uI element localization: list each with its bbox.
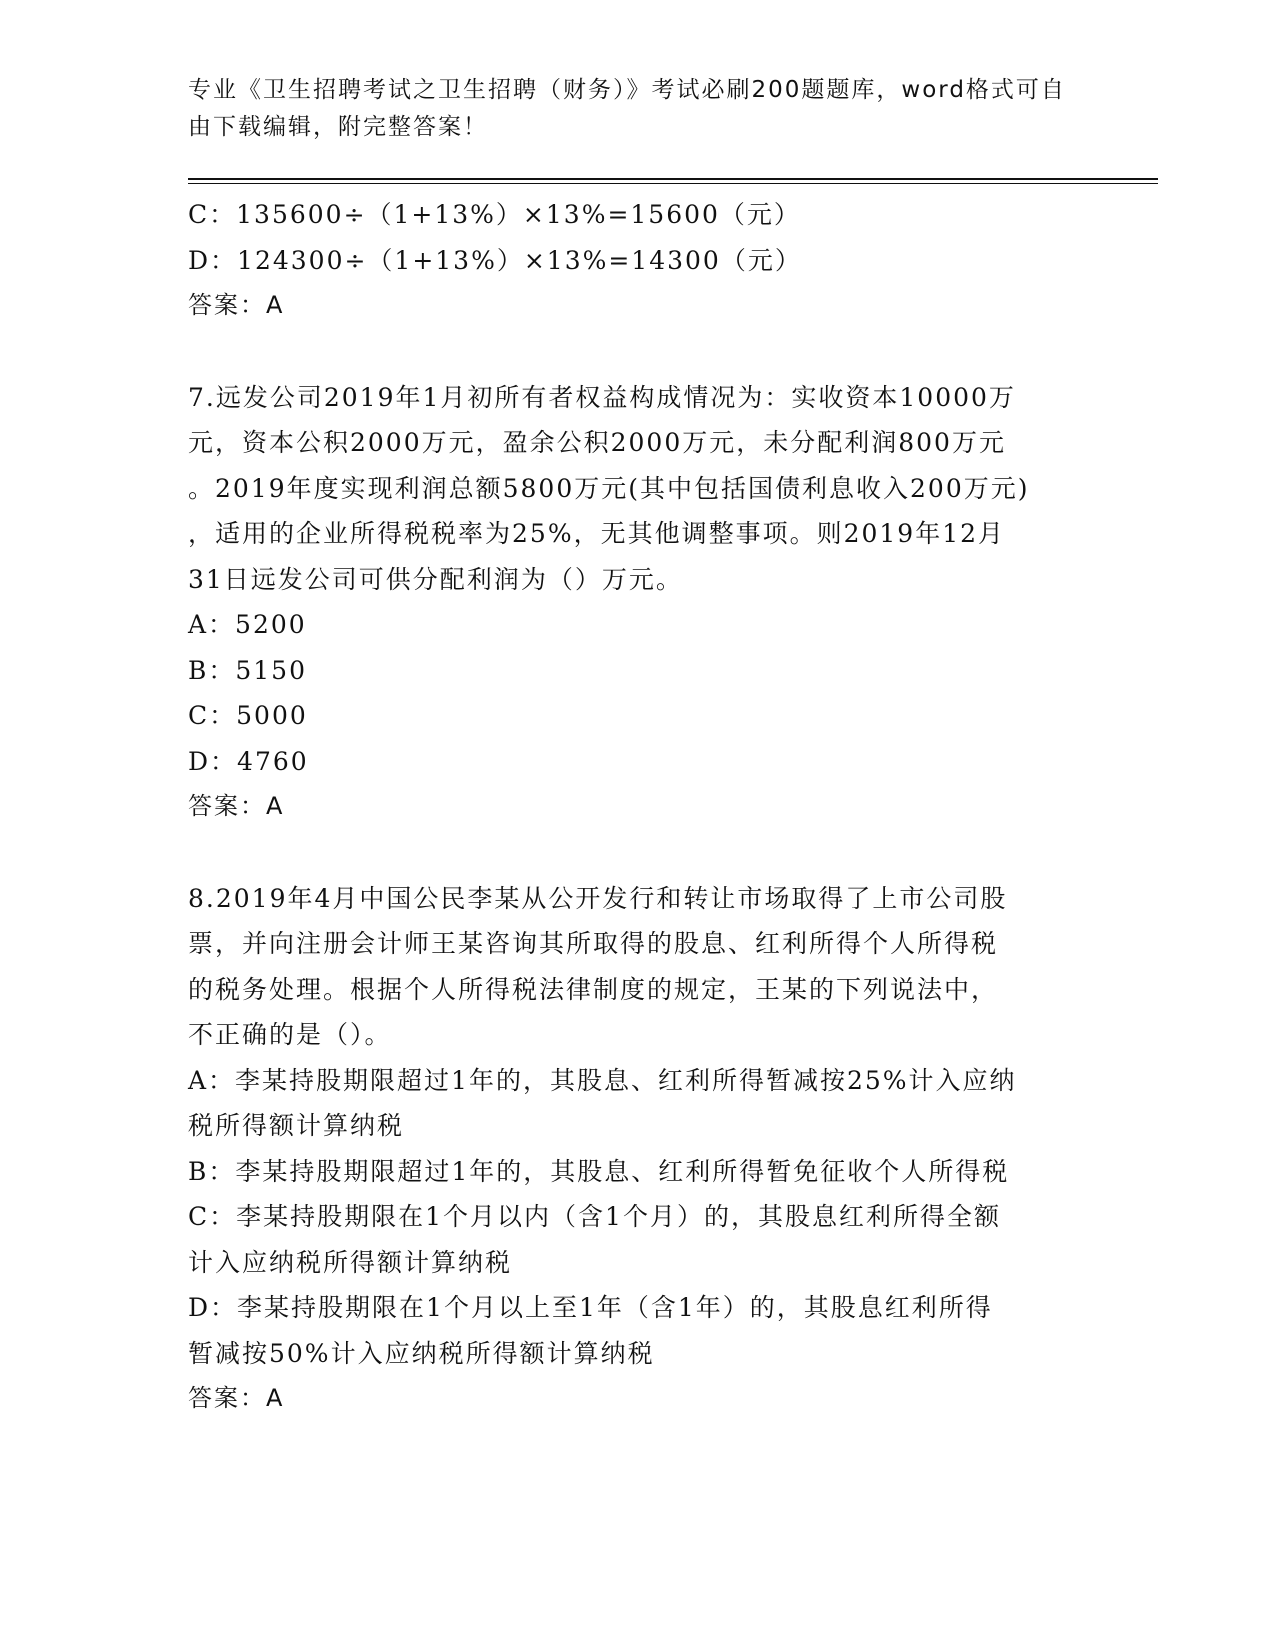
- prev-option-c: C：135600÷（1+13%）×13%=15600（元）: [188, 200, 801, 229]
- q8-option-a: A：李某持股期限超过1年的，其股息、红利所得暂减按25%计入应纳: [188, 1065, 1017, 1095]
- prev-option-d: D：124300÷（1+13%）×13%=14300（元）: [188, 245, 802, 275]
- header-divider: [188, 178, 1158, 180]
- document-body: [188, 192, 1088, 1422]
- q8-option-a-cont: 税所得额计算纳税: [188, 1111, 405, 1140]
- header-line-1: 专业《卫生招聘考试之卫生招聘（财务）》考试必刷200题题库，word格式可自: [188, 77, 1066, 103]
- q7-option-c: C：5000: [188, 701, 308, 730]
- q7-line-3: 。2019年度实现利润总额5800万元(其中包括国债利息收入200万元): [188, 473, 1030, 503]
- q8-option-c: C：李某持股期限在1个月以内（含1个月）的，其股息红利所得全额: [188, 1202, 1001, 1231]
- spacer: [188, 329, 1088, 375]
- q8-line-1: 8.2019年4月中国公民李某从公开发行和转让市场取得了上市公司股: [188, 883, 1008, 913]
- q7-option-d: D：4760: [188, 746, 309, 776]
- spacer: [188, 830, 1088, 876]
- q7-option-b: B：5150: [188, 655, 307, 685]
- q7-line-2: 元，资本公积2000万元，盈余公积2000万元，未分配利润800万元: [188, 428, 1006, 457]
- q8-option-c-cont: 计入应纳税所得额计算纳税: [188, 1247, 513, 1277]
- prev-answer: 答案：A: [188, 291, 285, 319]
- q7-option-a: A：5200: [188, 610, 307, 639]
- q8-option-b: B：李某持股期限超过1年的，其股息、红利所得暂免征收个人所得税: [188, 1156, 1010, 1186]
- q7-line-4: ，适用的企业所得税税率为25%，无其他调整事项。则2019年12月: [188, 519, 1006, 548]
- q7-line-5: 31日远发公司可供分配利润为（）万元。: [188, 564, 683, 594]
- q8-option-d-cont: 暂减按50%计入应纳税所得额计算纳税: [188, 1338, 655, 1368]
- page-header: [188, 72, 1068, 146]
- header-divider-thin: [188, 183, 1158, 184]
- q8-line-4: 不正确的是（）。: [188, 1020, 392, 1049]
- q7-line-1: 7.远发公司2019年1月初所有者权益构成情况为：实收资本10000万: [188, 382, 1016, 412]
- q8-line-3: 的税务处理。根据个人所得税法律制度的规定，王某的下列说法中，: [188, 974, 999, 1004]
- header-line-2: 由下载编辑，附完整答案！: [188, 114, 488, 140]
- q8-answer: 答案：A: [188, 1384, 285, 1412]
- q7-answer: 答案：A: [188, 792, 285, 820]
- q8-line-2: 票，并向注册会计师王某咨询其所取得的股息、红利所得个人所得税: [188, 929, 999, 958]
- q8-option-d: D：李某持股期限在1个月以上至1年（含1年）的，其股息红利所得: [188, 1293, 993, 1322]
